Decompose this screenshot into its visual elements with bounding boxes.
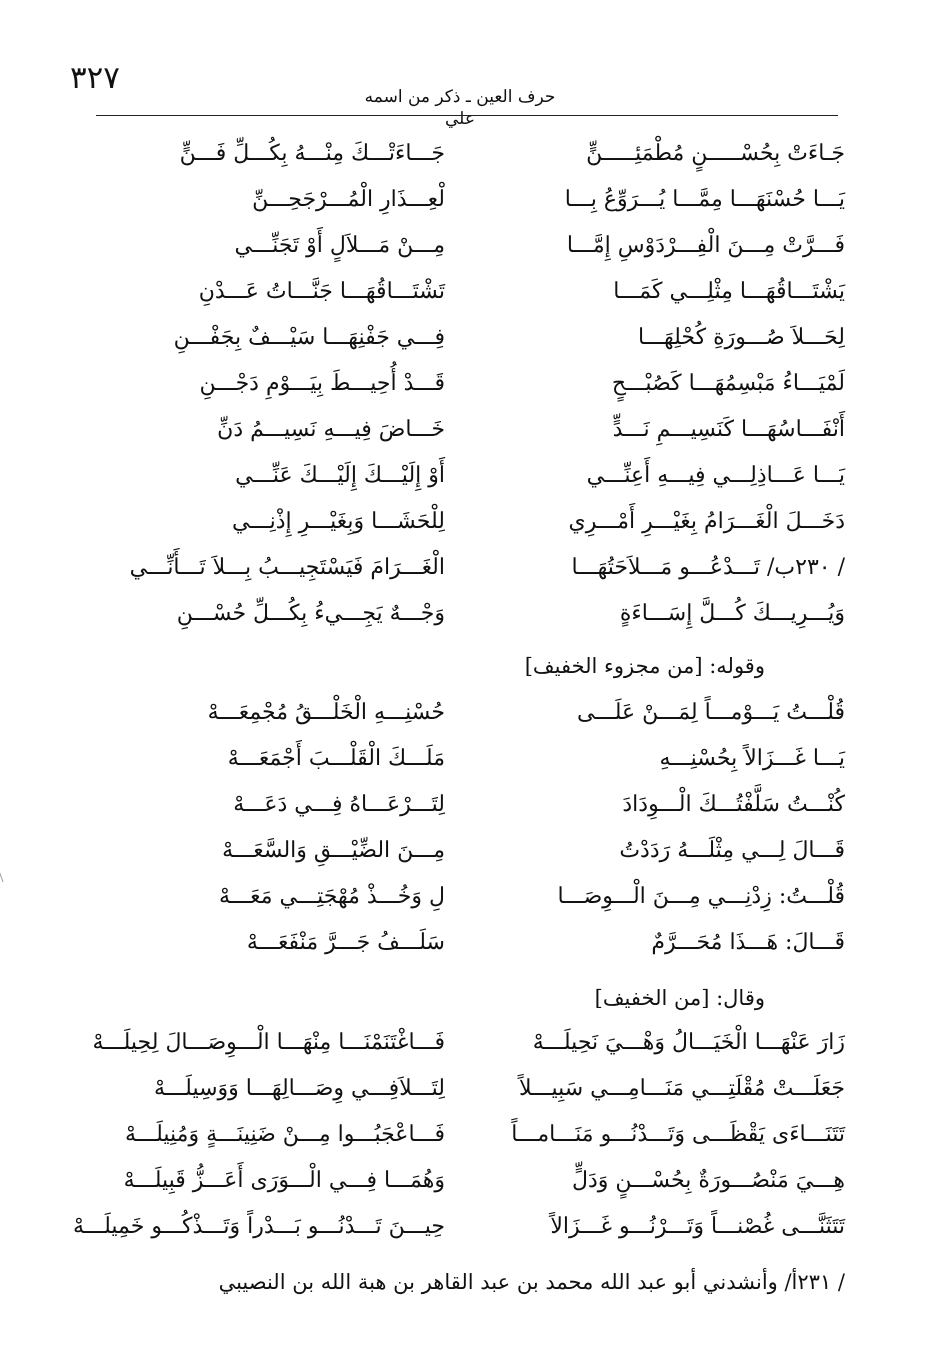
first-hemistich: / ٢٣٠ب/ تَـــدْعُـــو مَـــلاَحَتُهَـــا bbox=[571, 555, 845, 580]
first-hemistich: تَتَثَنَّـــى غُصْنـــاً وَتَـــرْنُـــو غَـــزَالاً bbox=[550, 1214, 845, 1239]
first-hemistich: تَتَنَـــاءَى يَقْظَـــى وَتَـــدْنُـــو مَنَـــامـــاً bbox=[511, 1122, 845, 1147]
second-hemistich: الْغَـــرَامَ فَيَسْتَجِيـــبُ بِـــلاَ تَـــأَنِّـــي bbox=[129, 555, 445, 580]
second-hemistich: حِيـــنَ تَـــدْنُـــو بَـــدْراً وَتَـــذْكُـــو خَمِيلَـــهْ bbox=[72, 1214, 445, 1239]
first-hemistich: قَـــالَ: هَـــذَا مُحَـــرَّمٌ bbox=[651, 930, 845, 955]
verse-line bbox=[92, 1022, 845, 1064]
meter-heading: وقال: [من الخفيف] bbox=[594, 986, 765, 1010]
first-hemistich: دَخَـــلَ الْغَـــرَامُ بِغَيْـــرِ أَمْـــرِي bbox=[568, 509, 845, 534]
verse-line bbox=[100, 830, 845, 872]
first-hemistich: يَـــا عَـــاذِلِـــي فِيـــهِ أَعِنِّـــي bbox=[586, 463, 845, 488]
verse-line bbox=[100, 455, 845, 497]
verse-line bbox=[100, 317, 845, 359]
verse-line bbox=[100, 501, 845, 543]
first-hemistich: يَـــا غَـــزَالاً بِحُسْنِـــهِ bbox=[659, 746, 845, 771]
first-hemistich: يَـــا حُسْنَهَـــا مِمَّـــا يُـــرَوِّعُ بِـــا bbox=[564, 187, 845, 212]
verse-line bbox=[100, 547, 845, 589]
second-hemistich: جَـــاءَتْـــكَ مِنْـــهُ بِكُـــلِّ فَـــنٍّ bbox=[179, 141, 445, 166]
second-hemistich: لِتَـــرْعَـــاهُ فِـــي دَعَـــهْ bbox=[233, 792, 445, 817]
verse-line bbox=[100, 225, 845, 267]
second-hemistich: قَـــدْ أُحِيـــطَ بِيَـــوْمِ دَجْـــنِ bbox=[199, 371, 445, 396]
first-hemistich: جَعَلَـــتْ مُقْلَتِـــي مَنَـــامِـــي سَبِيـــلاً bbox=[518, 1076, 845, 1101]
meter-heading: وقوله: [من مجزوء الخفيف] bbox=[524, 654, 765, 678]
first-hemistich: جَـاءَتْ بِحُسْـــــنٍ مُطْمَئِـــــنٍّ bbox=[586, 141, 845, 166]
first-hemistich: كُنْـــتُ سَلَّفْتُـــكَ الْـــوِدَادَ bbox=[622, 792, 845, 817]
second-hemistich: لِتَـــلاَفِـــي وِصَـــالِهَـــا وَوَسِيلَـــهْ bbox=[154, 1076, 445, 1101]
verse-line bbox=[100, 1160, 845, 1202]
second-hemistich: خَـــاضَ فِيـــهِ نَسِيـــمُ دَنِّ bbox=[217, 417, 445, 442]
second-hemistich: لِ وَخُـــذْ مُهْجَتِـــي مَعَـــهْ bbox=[218, 884, 445, 909]
first-hemistich: زَارَ عَنْهَـــا الْخَيَـــالُ وَهْـــيَ نَحِيلَـــهْ bbox=[532, 1030, 845, 1055]
header-rule bbox=[96, 115, 838, 116]
first-hemistich: وَيُـــرِيـــكَ كُـــلَّ إِسَـــاءَةٍ bbox=[619, 601, 845, 626]
second-hemistich: مِـــنَ الضِّيْـــقِ وَالسَّعَـــهْ bbox=[222, 838, 445, 863]
first-hemistich: فَـــرَّتْ مِـــنَ الْفِـــرْدَوْسِ إِمَّـــا bbox=[566, 233, 845, 258]
running-title: حرف العين ـ ذكر من اسمه علي bbox=[364, 87, 556, 129]
first-hemistich: أَنْفَـــاسُهَـــا كَنَسِيـــمِ نَـــدٍّ bbox=[612, 417, 845, 442]
second-hemistich: مِـــنْ مَـــلاَلٍ أَوْ تَجَنِّـــي bbox=[234, 233, 445, 258]
second-hemistich: تَشْتَـــاقُهَـــا جَنَّـــاتُ عَـــدْنِ bbox=[198, 279, 445, 304]
first-hemistich: لَمْيَـــاءُ مَبْسِمُهَـــا كَصُبْـــحٍ bbox=[611, 371, 845, 396]
second-hemistich: لِلْحَشَـــا وَبِغَيْـــرِ إِذْنِـــي bbox=[231, 509, 445, 534]
verse-line bbox=[100, 133, 845, 175]
second-hemistich: وَهُمَـــا فِـــي الْـــوَرَى أَعَـــزُّ قَبِيلَـــهْ bbox=[123, 1168, 445, 1193]
second-hemistich: حُسْنِـــهِ الْخَلْـــقُ مُجْمِعَـــهْ bbox=[207, 700, 445, 725]
first-hemistich: هِـــيَ مَنْصُـــورَةٌ بِحُسْـــنٍ وَدَلٍّ bbox=[571, 1168, 845, 1193]
first-hemistich: قُلْـــتُ: زِدْنِـــي مِـــنَ الْـــوِصَـــا bbox=[557, 884, 845, 909]
verse-line bbox=[100, 876, 845, 918]
verse-line bbox=[100, 784, 845, 826]
verse-line bbox=[100, 593, 845, 635]
page-number: ٣٢٧ bbox=[70, 60, 120, 96]
second-hemistich: سَلَـــفُ جَـــرَّ مَنْفَعَـــهْ bbox=[246, 930, 445, 955]
verse-line bbox=[72, 1206, 845, 1248]
second-hemistich: لْعِـــذَارِ الْمُـــرْجَحِـــنِّ bbox=[252, 187, 445, 212]
verse-line bbox=[100, 363, 845, 405]
second-hemistich: مَلَـــكَ الْقَلْـــبَ أَجْمَعَـــهْ bbox=[227, 746, 445, 771]
second-hemistich: أَوْ إِلَيْـــكَ إِلَيْـــكَ عَنِّـــي bbox=[235, 463, 445, 488]
first-hemistich: لِحَـــلاَ صُـــورَةِ كُحْلِهَـــا bbox=[637, 325, 845, 350]
verse-line bbox=[100, 271, 845, 313]
first-hemistich: قُلْـــتُ يَـــوْمـــاً لِمَـــنْ عَلَـــى bbox=[577, 700, 845, 725]
scan-margin-mark bbox=[0, 868, 14, 882]
verse-line bbox=[100, 922, 845, 964]
second-hemistich: وَجْـــهٌ يَجِـــيءُ بِكُـــلِّ حُسْـــنِ bbox=[176, 601, 445, 626]
second-hemistich: فَـــاغْتَنَمْنَـــا مِنْهَـــا الْـــوِصَـــالَ لِحِيلَـــهْ bbox=[92, 1030, 445, 1055]
verse-line bbox=[100, 1068, 845, 1110]
second-hemistich: فِـــي جَفْنِهَـــا سَيْـــفٌ بِجَفْـــنِ bbox=[173, 325, 445, 350]
second-hemistich: فَـــاعْجَبُـــوا مِـــنْ ضَنِينَـــةٍ وَمُنِيلَـــهْ bbox=[124, 1122, 445, 1147]
verse-line bbox=[100, 409, 845, 451]
verse-line bbox=[100, 738, 845, 780]
verse-line bbox=[100, 179, 845, 221]
verse-line bbox=[100, 1114, 845, 1156]
verse-line bbox=[100, 692, 845, 734]
prose-line: / ٢٣١أ/ وأنشدني أبو عبد الله محمد بن عبد القاهر بن هبة الله بن النصيبي bbox=[218, 1270, 845, 1294]
first-hemistich: يَشْتَـــاقُهَـــا مِثْلِـــي كَمَـــا bbox=[613, 279, 845, 304]
first-hemistich: قَـــالَ لِـــي مِثْلَـــهُ رَدَدْتُ bbox=[619, 838, 845, 863]
